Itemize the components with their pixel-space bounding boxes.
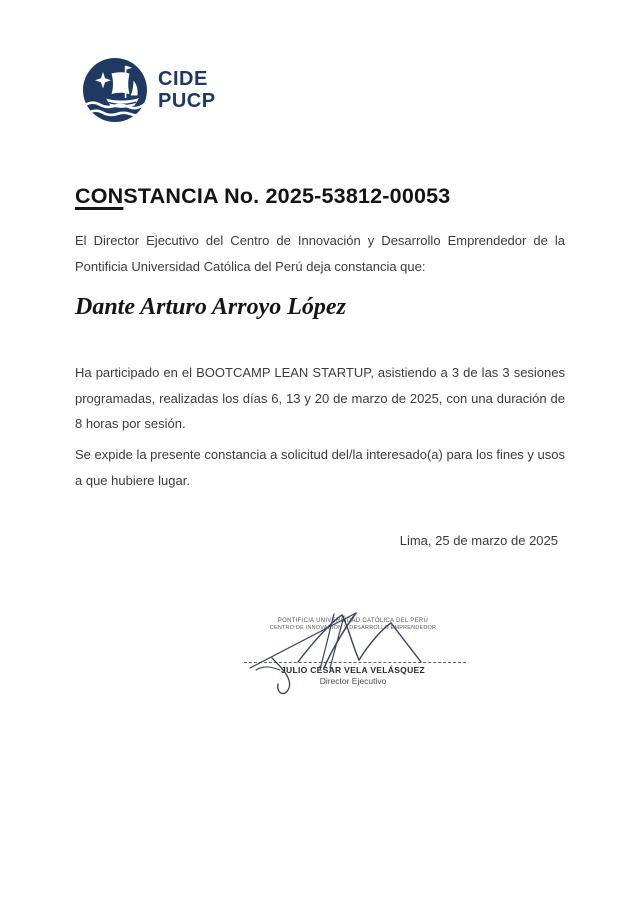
recipient-name: Dante Arturo Arroyo López [75,294,346,320]
logo-wordmark [158,68,216,112]
closing-paragraph: Se expide la presente constancia a solicitud del/la interesado(a) para los fines y usos a que hubiere lugar. [75,447,565,488]
ship-logo-icon [83,58,147,122]
certificate-title-underlined: CON [75,184,124,208]
stamp-line2: CENTRO DE INNOVACIÓN Y DESARROLLO EMPRENDEDOR [269,625,437,631]
signature-block [238,610,468,705]
certificate-title-rest: STANCIA No. 2025-53812-00053 [123,184,451,208]
logo-wordmark-line1: CIDE [158,68,208,90]
stamp-text [238,610,468,632]
signer-role: Director Ejecutivo [319,676,387,686]
logo-wordmark-line2: PUCP [158,90,216,112]
signature-rule [244,662,466,663]
participation-paragraph: Ha participado en el BOOTCAMP LEAN STARTUP, asistiendo a 3 de las 3 sesiones programadas, realizadas los días 6, 13 y 20 de marzo de 2025, con una duración de 8 horas por sesión. [75,365,565,431]
cide-pucp-logo [83,58,216,122]
certificate-title [75,184,450,209]
signer-name: JULIO CÉSAR VELA VELÁSQUEZ [281,665,425,675]
intro-paragraph: El Director Ejecutivo del Centro de Innovación y Desarrollo Emprendedor de la Pontificia Universidad Católica del Perú deja constancia que: [75,233,565,274]
date-line: Lima, 25 de marzo de 2025 [399,533,558,548]
stamp-line1: PONTIFICIA UNIVERSIDAD CATÓLICA DEL PERÚ [277,618,429,624]
